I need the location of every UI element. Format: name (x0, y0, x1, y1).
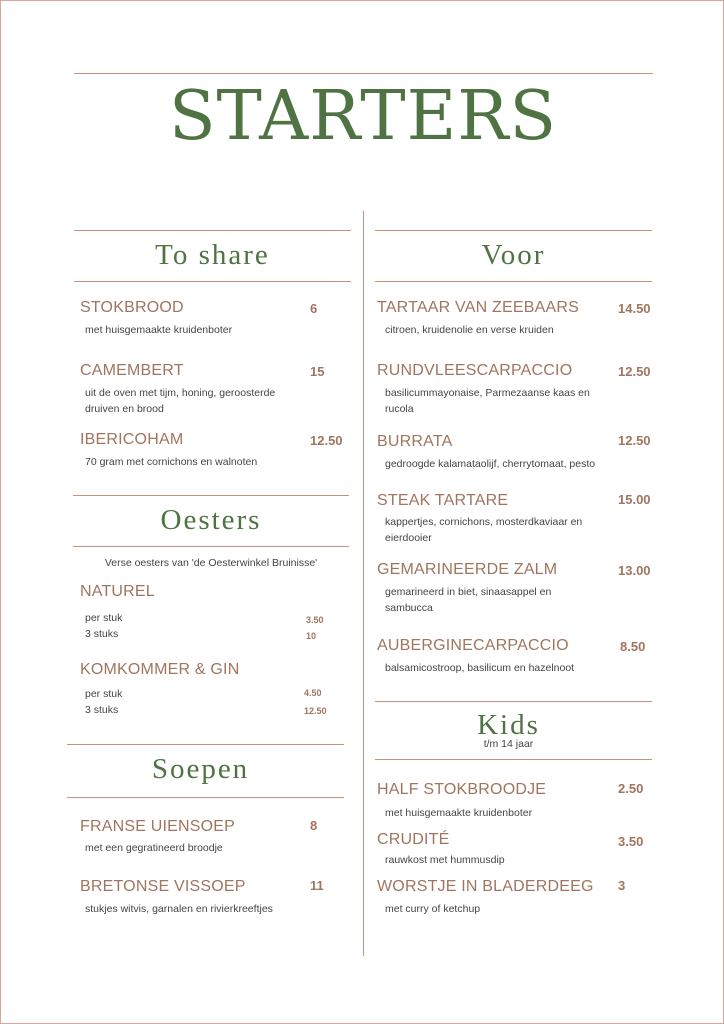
column-divider (363, 211, 364, 956)
oesters-top-rule (73, 495, 349, 496)
menu-item-description: citroen, kruidenolie en verse kruiden (385, 324, 554, 336)
soepen-heading: Soepen (151, 753, 250, 785)
oesters-bottom-rule (73, 546, 349, 547)
menu-item-name: NATUREL (80, 583, 155, 600)
page-title: STARTERS (168, 77, 558, 156)
menu-item-description: met huisgemaakte kruidenboter (385, 807, 533, 819)
menu-item-name: AUBERGINECARPACCIO (377, 637, 569, 654)
menu-item-price: 8 (310, 818, 318, 833)
menu-item-price: 14.50 (618, 301, 651, 316)
oesters-subtitle: Verse oesters van 'de Oesterwinkel Bruinisse' (104, 557, 318, 569)
menu-item-name: CRUDITÉ (377, 831, 450, 848)
soepen-bottom-rule (67, 797, 344, 798)
price-line-label: 3 stuks (85, 704, 119, 716)
menu-item-name: BRETONSE VISSOEP (80, 878, 246, 895)
menu-item-name: KOMKOMMER & GIN (80, 661, 240, 678)
menu-item-price: 15 (310, 364, 325, 379)
price-line-label: per stuk (85, 612, 123, 624)
oesters-heading: Oesters (160, 504, 262, 536)
menu-item-name: HALF STOKBROODJE (377, 781, 547, 798)
menu-item-description: met curry of ketchup (385, 903, 481, 915)
menu-item-description: kappertjes, cornichons, mosterdkaviaar en eierdooier (385, 516, 583, 544)
kids-bottom-rule (375, 759, 652, 760)
price-line-label: per stuk (85, 688, 123, 700)
voor-heading: Voor (481, 239, 546, 271)
menu-item-name: IBERICOHAM (80, 431, 184, 448)
price-line-value: 12.50 (304, 706, 327, 716)
menu-item-name: WORSTJE IN BLADERDEEG (377, 878, 594, 895)
menu-item-price: 8.50 (620, 639, 646, 654)
soepen-top-rule (67, 744, 344, 745)
menu-item-name: RUNDVLEESCARPACCIO (377, 362, 573, 379)
top-divider (74, 73, 653, 74)
menu-item-price: 13.00 (618, 563, 651, 578)
menu-item-price: 6 (310, 301, 318, 316)
menu-item-description: basilicummayonaise, Parmezaanse kaas en rucola (385, 387, 590, 415)
menu-item-description: stukjes witvis, garnalen en rivierkreeftjes (85, 903, 273, 915)
menu-item-name: STEAK TARTARE (377, 492, 509, 509)
menu-item-price: 12.50 (310, 433, 343, 448)
price-line-value: 3.50 (306, 615, 324, 625)
menu-item-price: 3 (618, 878, 626, 893)
to-share-bottom-rule (74, 281, 351, 282)
to-share-heading: To share (155, 239, 270, 271)
menu-item-description: balsamicostroop, basilicum en hazelnoot (385, 662, 575, 674)
menu-item-description: gedroogde kalamataolijf, cherrytomaat, pesto (385, 458, 596, 470)
menu-item-price: 12.50 (618, 433, 651, 448)
price-line-label: 3 stuks (85, 628, 119, 640)
kids-subtitle: t/m 14 jaar (483, 738, 534, 750)
menu-item-name: TARTAAR VAN ZEEBAARS (377, 299, 579, 316)
menu-item-name: CAMEMBERT (80, 362, 184, 379)
price-line-value: 4.50 (304, 688, 322, 698)
menu-item-name: FRANSE UIENSOEP (80, 818, 236, 835)
menu-item-price: 15.00 (618, 492, 651, 507)
voor-bottom-rule (375, 281, 652, 282)
menu-item-price: 2.50 (618, 781, 644, 796)
menu-item-description: 70 gram met cornichons en walnoten (85, 456, 258, 468)
menu-item-description: uit de oven met tijm, honing, geroosterde druiven en brood (85, 387, 276, 415)
menu-item-price: 12.50 (618, 364, 651, 379)
menu-item-description: gemarineerd in biet, sinaasappel en sambucca (385, 586, 552, 614)
menu-item-name: BURRATA (377, 433, 453, 450)
menu-item-description: rauwkost met hummusdip (385, 854, 505, 866)
price-line-value: 10 (306, 631, 317, 641)
menu-item-description: met huisgemaakte kruidenboter (85, 324, 233, 336)
menu-item-name: GEMARINEERDE ZALM (377, 561, 558, 578)
menu-item-name: STOKBROOD (80, 299, 184, 316)
kids-heading: Kids (477, 709, 540, 741)
menu-item-price: 11 (310, 878, 324, 893)
menu-item-description: met een gegratineerd broodje (85, 842, 223, 854)
voor-top-rule (375, 230, 652, 231)
menu-item-price: 3.50 (618, 834, 644, 849)
to-share-top-rule (74, 230, 351, 231)
kids-top-rule (375, 701, 652, 702)
